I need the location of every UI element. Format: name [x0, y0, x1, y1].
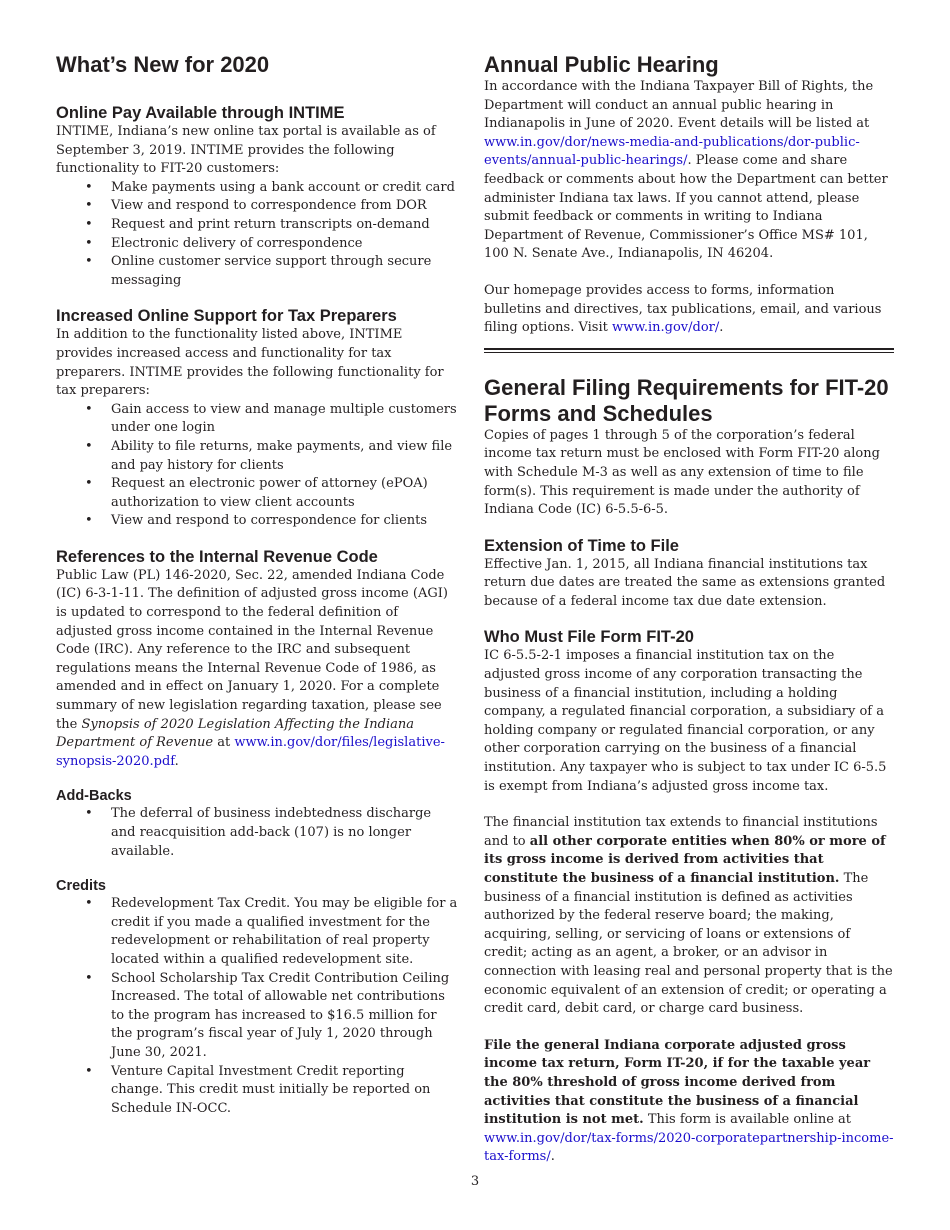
- extension-body: Effective Jan. 1, 2015, all Indiana financial institutions tax return due dates are treated the same as extensions granted because of a federal income tax due date extension.: [484, 556, 886, 609]
- list-item: • View and respond to correspondence for clients: [111, 512, 458, 531]
- dor-homepage-link[interactable]: www.in.gov/dor/: [611, 320, 720, 336]
- hearing-text: . Please come and share feedback or comments about how the Department can better administer Indiana tax laws. If you cannot attend, please submit feedback or comments in writing to Indiana Department of Revenue, Commissioner’s Office MS# 101, 100 N. Senate Ave., Indianapolis, IN 46204.: [484, 153, 888, 262]
- who-must-file-body: IC 6-5.5-2-1 imposes a financial institution tax on the adjusted gross income of any corporation transacting the business of a financial institution, including a holding company, a regulated financial corporation, a subsidiary of a holding company or regulated financial corporation, or any other corporation carrying on the business of a financial institution. Any taxpayer who is subject to tax under IC 6-5.5 is exempt from Indiana’s adjusted gross income tax.: [484, 648, 887, 794]
- list-item: • Venture Capital Investment Credit reporting change. This credit must initially be reported on Schedule IN-OCC.: [111, 1063, 458, 1119]
- irc-body: [56, 567, 458, 772]
- it20-bold-text: File the general Indiana corporate adjusted gross income tax return, Form IT-20, if for the taxable year the 80% threshold of gross income derived from activities that constitute the business of a financial institution is not met.: [484, 1037, 871, 1128]
- online-pay-heading: Online Pay Available through INTIME: [56, 104, 345, 122]
- financial-institution-text: [484, 814, 894, 1019]
- general-filing-title: General Filing Requirements for FIT-20 Forms and Schedules: [484, 374, 889, 426]
- homepage-text: [484, 282, 894, 338]
- right-column: [484, 50, 894, 1167]
- extension-heading: Extension of Time to File: [484, 536, 679, 555]
- list-item: • Electronic delivery of correspondence: [111, 235, 458, 254]
- preparers-heading: Increased Online Support for Tax Preparers: [56, 307, 397, 326]
- list-item: • Gain access to view and manage multiple customers under one login: [111, 401, 458, 438]
- list-item: • Request an electronic power of attorney (ePOA) authorization to view client accounts: [111, 475, 458, 512]
- public-hearings-link[interactable]: www.in.gov/dor/news-media-and-publications/dor-public-events/annual-public-hearings/: [484, 134, 860, 169]
- online-pay-list: [56, 179, 458, 291]
- hearing-body: [484, 78, 894, 264]
- left-column: [56, 50, 458, 1118]
- irc-text: .: [174, 753, 179, 769]
- page-number: 3: [470, 1174, 480, 1189]
- homepage-text-part: .: [719, 320, 724, 336]
- online-pay-intro: INTIME, Indiana’s new online tax portal is available as of September 3, 2019. INTIME provides the following functionality to FIT-20 customers:: [56, 124, 436, 177]
- it20-text-part: This form is available online at: [643, 1112, 852, 1128]
- hearing-text: In accordance with the Indiana Taxpayer Bill of Rights, the Department will conduct an annual public hearing in Indianapolis in June of 2020. Event details will be listed at: [484, 79, 874, 132]
- list-item: • Make payments using a bank account or credit card: [111, 179, 458, 198]
- fi-text: The business of a financial institution is defined as activities authorized by the federal reserve board; the making, acquiring, selling, or servicing of loans or extensions of credit; acting as an agent, a broker, or an advisor in connection with leasing real and personal property that is the economic equivalent of an extension of credit; or operating a credit card, debit card, or charge card business.: [484, 871, 893, 1017]
- list-item: • School Scholarship Tax Credit Contribution Ceiling Increased. The total of allowable net contributions to the program has increased to $16.5 million for the program’s fiscal year of July 1, 2020 through June 30, 2021.: [111, 970, 458, 1063]
- list-item: • The deferral of business indebtedness discharge and reacquisition add-back (107) is no longer available.: [111, 805, 458, 861]
- list-item: • Ability to file returns, make payments, and view file and pay history for clients: [111, 438, 458, 475]
- hearing-title: Annual Public Hearing: [484, 52, 719, 77]
- fi-text: The financial institution tax extends to financial institutions and to: [484, 815, 878, 849]
- list-item: • Request and print return transcripts on-demand: [111, 216, 458, 235]
- general-filing-body: Copies of pages 1 through 5 of the corporation’s federal income tax return must be enclosed with Form FIT-20 along with Schedule M-3 as well as any extension of time to file form(s). This requirement is made under the authority of Indiana Code (IC) 6-5.5-6-5.: [484, 427, 880, 518]
- it20-text-part: .: [550, 1149, 555, 1165]
- synopsis-title: Synopsis of 2020 Legislation Affecting the Indiana Department of Revenue: [56, 716, 414, 751]
- fi-bold-text: all other corporate entities when 80% or more of its gross income is derived from activities that constitute the business of a financial institution.: [484, 833, 886, 886]
- list-item: • Online customer service support through secure messaging: [111, 253, 458, 290]
- credits-heading: Credits: [56, 878, 106, 895]
- preparers-intro: In addition to the functionality listed above, INTIME provides increased access and functionality for tax preparers. INTIME provides the following functionality for tax preparers:: [56, 327, 444, 399]
- irc-heading: References to the Internal Revenue Code: [56, 547, 378, 566]
- list-item: • Redevelopment Tax Credit. You may be eligible for a credit if you made a qualified investment for the redevelopment or rehabilitation of real property located within a qualified redevelopment site.: [111, 895, 458, 969]
- irc-text: Public Law (PL) 146-2020, Sec. 22, amended Indiana Code (IC) 6-3-1-11. The definition of adjusted gross income (AGI) is updated to correspond to the federal definition of adjusted gross income contained in the Internal Revenue Code (IRC). Any reference to the IRC and subsequent regulations means the Internal Revenue Code of 1986, as amended and in effect on January 1, 2020. For a complete summary of new legislation regarding taxation, please see the: [56, 567, 448, 732]
- it20-text: [484, 1037, 894, 1167]
- who-must-file-heading: Who Must File Form FIT-20: [484, 628, 694, 647]
- add-backs-list: [56, 805, 458, 861]
- homepage-text-part: Our homepage provides access to forms, information bulletins and directives, tax publications, email, and various filing options. Visit: [484, 282, 882, 336]
- add-backs-heading: Add-Backs: [56, 788, 132, 805]
- list-item: • View and respond to correspondence from DOR: [111, 197, 458, 216]
- irc-text: at: [213, 735, 235, 751]
- credits-list: [56, 895, 458, 1118]
- tax-forms-link[interactable]: www.in.gov/dor/tax-forms/2020-corporatepartnership-income-tax-forms/: [484, 1130, 894, 1165]
- legislative-synopsis-link[interactable]: www.in.gov/dor/files/legislative-synopsis-2020.pdf: [56, 735, 445, 769]
- preparers-list: [56, 401, 458, 531]
- whats-new-title: What’s New for 2020: [56, 52, 270, 77]
